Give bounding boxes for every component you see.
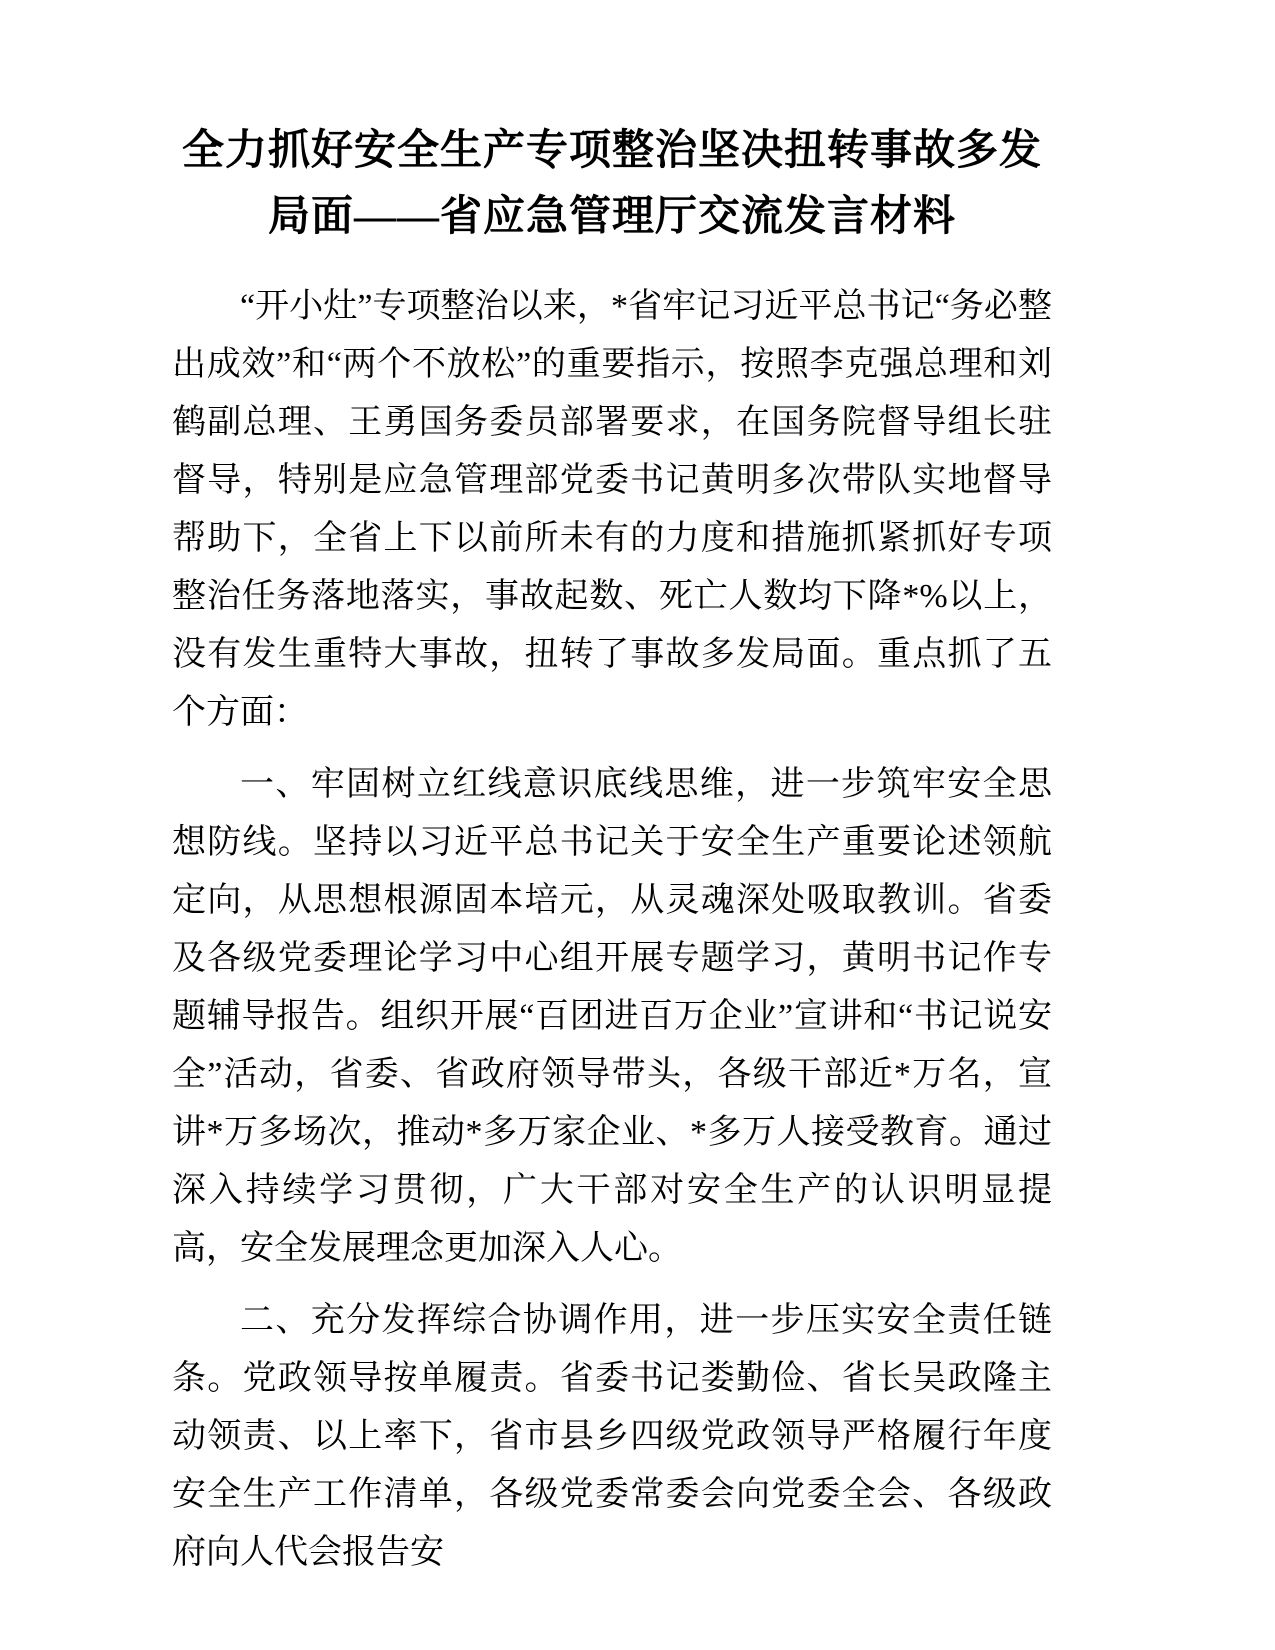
paragraph-point-two: 二、充分发挥综合协调作用，进一步压实安全责任链条。党政领导按单履责。省委书记娄勤俭、省长吴政隆主动领责、以上率下，省市县乡四级党政领导严格履行年度安全生产工作清单，各级党委常委会向党委全会、各级政府向人代会报告安 xyxy=(172,1302,1052,1571)
document-title: 全力抓好安全生产专项整治坚决扭转事故多发局面——省应急管理厅交流发言材料 xyxy=(181,128,1042,240)
paragraph-intro: “开小灶”专项整治以来，*省牢记习近平总书记“务必整出成效”和“两个不放松”的重要指示，按照李克强总理和刘鹤副总理、王勇国务委员部署要求，在国务院督导组长驻督导，特别是应急管理部党委书记黄明多次带队实地督导帮助下，全省上下以前所未有的力度和措施抓紧抓好专项整治任务落地落实，事故起数、死亡人数均下降*%以上，没有发生重特大事故，扭转了事故多发局面。重点抓了五个方面： xyxy=(172,288,1052,731)
paragraph-point-one: 一、牢固树立红线意识底线思维，进一步筑牢安全思想防线。坚持以习近平总书记关于安全生产重要论述领航定向，从思想根源固本培元，从灵魂深处吸取教训。省委及各级党委理论学习中心组开展专题学习，黄明书记作专题辅导报告。组织开展“百团进百万企业”宣讲和“书记说安全”活动，省委、省政府领导带头，各级干部近*万名，宣讲*万多场次，推动*多万家企业、*多万人接受教育。通过深入持续学习贯彻，广大干部对安全生产的认识明显提高，安全发展理念更加深入人心。 xyxy=(172,766,1052,1267)
document-body xyxy=(172,278,1052,1582)
